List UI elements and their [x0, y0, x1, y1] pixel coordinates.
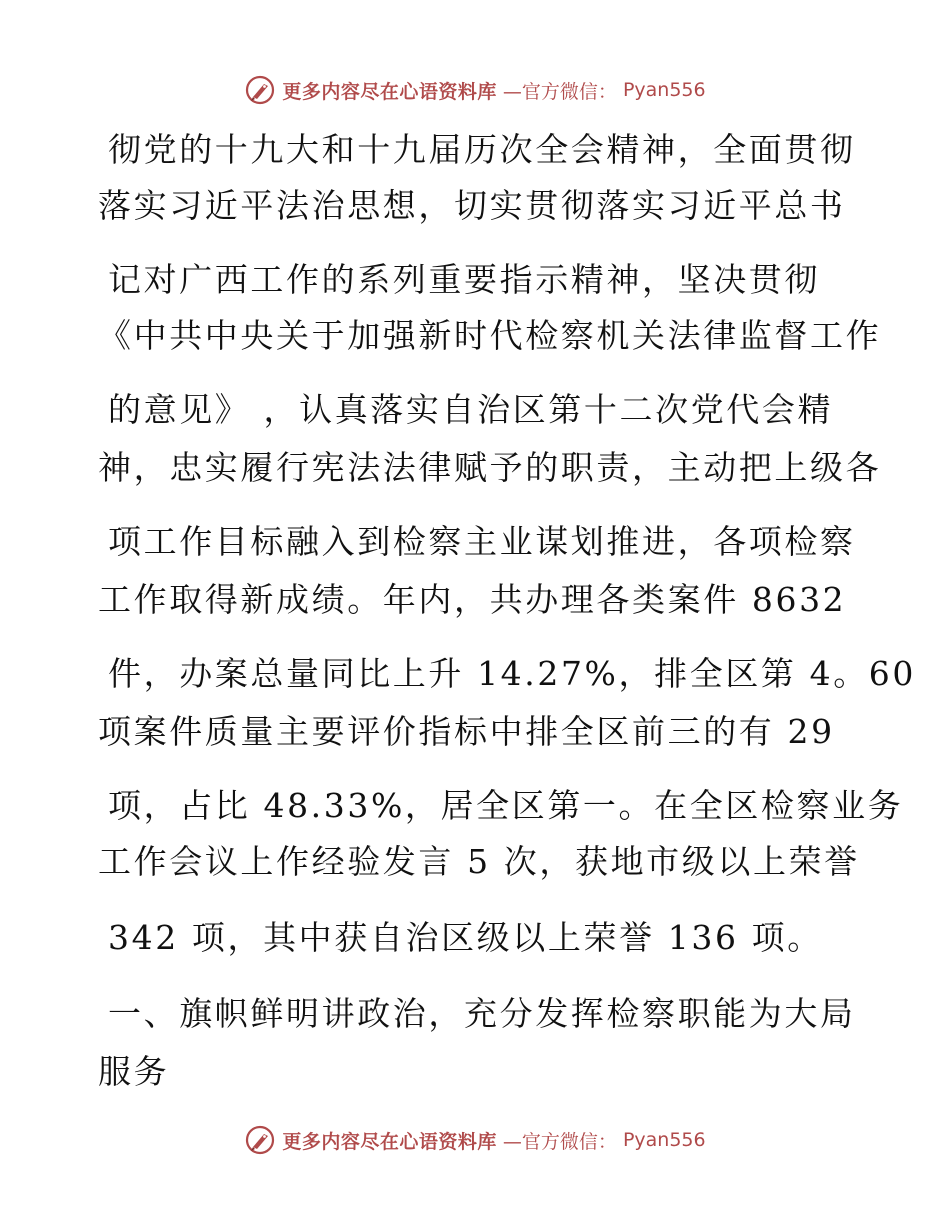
body-line: 项，占比 48.33%，居全区第一。在全区检察业务 [108, 786, 904, 825]
body-line: 项工作目标融入到检察主业谋划推进，各项检察 [108, 522, 856, 561]
body-line: 的意见》 ，认真落实自治区第十二次党代会精 [108, 390, 834, 429]
body-line: 项案件质量主要评价指标中排全区前三的有 29 [98, 712, 835, 751]
watermark-text: 更多内容尽在心语资料库 [282, 80, 497, 103]
watermark-separator: —官方微信： [502, 1130, 617, 1153]
watermark-text: 更多内容尽在心语资料库 [282, 1130, 497, 1153]
header-watermark [0, 70, 950, 110]
footer-watermark [0, 1120, 950, 1160]
watermark-account: Pyan556 [622, 79, 706, 101]
pen-nib-logo-icon [244, 1124, 276, 1156]
body-line: 件，办案总量同比上升 14.27%，排全区第 4。60 [108, 654, 916, 693]
section-heading-continued: 服务 [98, 1052, 170, 1091]
watermark-account: Pyan556 [622, 1129, 706, 1151]
body-line: 《中共中央关于加强新时代检察机关法律监督工作 [98, 316, 882, 355]
body-line: 彻党的十九大和十九届历次全会精神，全面贯彻 [108, 130, 856, 169]
body-line: 工作会议上作经验发言 5 次，获地市级以上荣誉 [98, 842, 860, 881]
body-line: 神，忠实履行宪法法律赋予的职责，主动把上级各 [98, 448, 882, 487]
body-line: 落实习近平法治思想，切实贯彻落实习近平总书 [98, 186, 846, 225]
body-line: 342 项，其中获自治区级以上荣誉 136 项。 [108, 918, 823, 957]
body-line: 工作取得新成绩。年内，共办理各类案件 8632 [98, 580, 847, 619]
watermark-separator: —官方微信： [502, 80, 617, 103]
section-heading: 一、旗帜鲜明讲政治，充分发挥检察职能为大局 [108, 994, 856, 1033]
pen-nib-logo-icon [244, 74, 276, 106]
body-line: 记对广西工作的系列重要指示精神，坚决贯彻 [108, 260, 820, 299]
